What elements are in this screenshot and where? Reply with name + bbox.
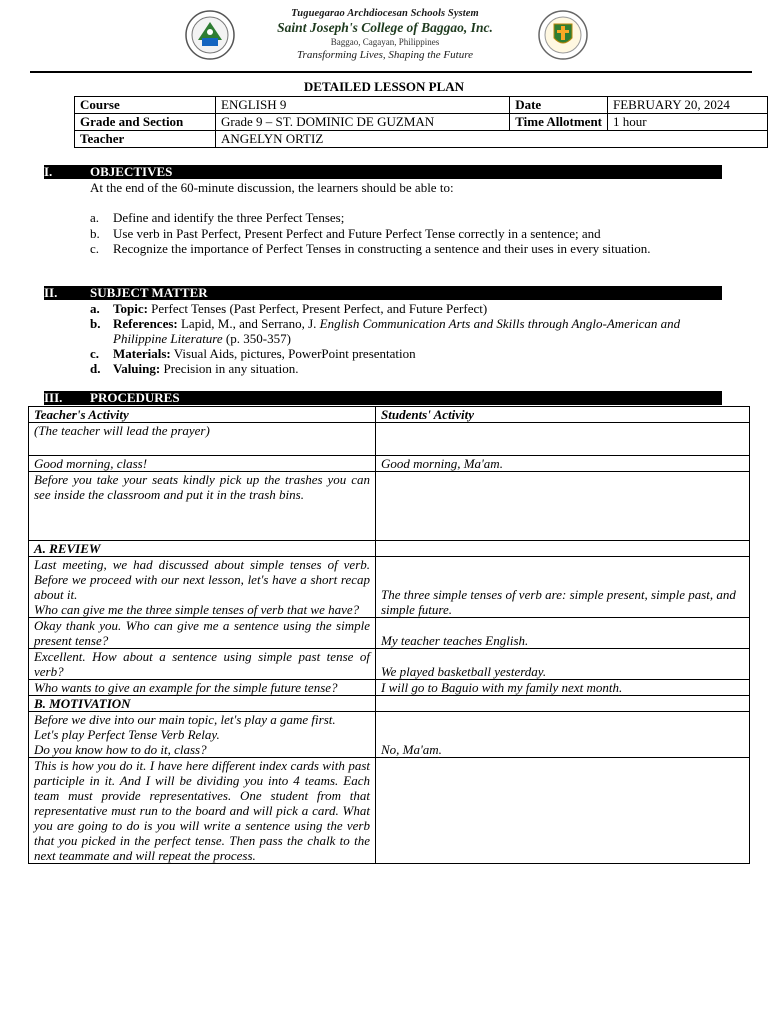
valuing-item: d. Valuing: Precision in any situation.: [90, 361, 299, 376]
teacher-cell: Before we dive into our main topic, let's play a game first. Let's play Perfect Tense Verb Relay. Do you know how to do it, class?: [29, 712, 376, 758]
time-value: 1 hour: [608, 114, 768, 131]
student-cell: No, Ma'am.: [376, 712, 750, 758]
time-label: Time Allotment: [510, 114, 608, 131]
document-title: DETAILED LESSON PLAN: [303, 79, 465, 94]
school-address: Baggao, Cagayan, Philippines: [330, 37, 440, 47]
school-motto: Transforming Lives, Shaping the Future: [297, 49, 473, 61]
references-item: b. References: Lapid, M., and Serrano, J. English Communication Arts and Skills through Anglo-American and Philippine Literature (p. 350-357): [90, 316, 681, 346]
student-cell: Good morning, Ma'am.: [376, 456, 750, 472]
student-cell: [376, 758, 750, 864]
student-cell: The three simple tenses of verb are: simple present, simple past, and simple future.: [376, 557, 750, 618]
teacher-cell: This is how you do it. I have here different index cards with past participle in it. And I will be dividing you into 4 teams. Each team must provide representatives. One student from that representative must run to the board and will pick a card. What you are going to do is you will write a sentence using the verb that you picked in the perfect tense. Then pass the chalk to the next teammate and will repeat the process.: [29, 758, 376, 864]
date-label: Date: [510, 97, 608, 114]
review-subheading: A. REVIEW: [29, 541, 376, 557]
teacher-cell: Before you take your seats kindly pick up the trashes you can see inside the classroom and put it in the trash bins.: [29, 472, 376, 541]
topic-item: a. Topic: Perfect Tenses (Past Perfect, Present Perfect, and Future Perfect): [90, 301, 488, 316]
student-cell: [376, 472, 750, 541]
course-value: ENGLISH 9: [216, 97, 510, 114]
objective-item: c. Recognize the importance of Perfect Tenses in constructing a sentence and their uses in every situation.: [90, 241, 651, 256]
archdiocese-seal-icon: [537, 10, 589, 60]
student-cell: We played basketball yesterday.: [376, 649, 750, 680]
lesson-info-table: [74, 96, 768, 148]
table-row: [29, 696, 750, 712]
student-cell: I will go to Baguio with my family next month.: [376, 680, 750, 696]
date-value: FEBRUARY 20, 2024: [608, 97, 768, 114]
table-row: [29, 649, 750, 680]
table-row: [29, 456, 750, 472]
procedures-heading: III. PROCEDURES: [44, 391, 722, 405]
objectives-intro: At the end of the 60-minute discussion, the learners should be able to:: [90, 180, 454, 195]
school-seal-icon: [184, 10, 236, 60]
procedures-table: [28, 406, 750, 864]
grade-label: Grade and Section: [75, 114, 216, 131]
table-row: [29, 680, 750, 696]
teacher-cell: Who wants to give an example for the simple future tense?: [29, 680, 376, 696]
table-row: [29, 758, 750, 864]
teacher-cell: Last meeting, we had discussed about simple tenses of verb. Before we proceed with our next lesson, let's have a short recap about it. Who can give me the three simple tenses of verb that we have?: [29, 557, 376, 618]
school-name: Saint Joseph's College of Baggao, Inc.: [277, 20, 493, 35]
table-header-row: [29, 407, 750, 423]
student-cell: My teacher teaches English.: [376, 618, 750, 649]
grade-value: Grade 9 – ST. DOMINIC DE GUZMAN: [216, 114, 510, 131]
objective-item: b. Use verb in Past Perfect, Present Perfect and Future Perfect Tense correctly in a sentence; and: [90, 226, 601, 241]
teacher-label: Teacher: [75, 131, 216, 148]
header-divider: [30, 71, 752, 73]
letterhead: [0, 0, 768, 72]
table-row: [29, 618, 750, 649]
objective-item: a. Define and identify the three Perfect Tenses;: [90, 210, 345, 225]
teacher-cell: Okay thank you. Who can give me a sentence using the simple present tense?: [29, 618, 376, 649]
motivation-subheading: B. MOTIVATION: [29, 696, 376, 712]
students-activity-header: Students' Activity: [376, 407, 750, 423]
table-row: [29, 423, 750, 456]
objectives-heading: I. OBJECTIVES: [44, 165, 722, 179]
student-cell: [376, 696, 750, 712]
table-row: [29, 541, 750, 557]
teacher-value: ANGELYN ORTIZ: [216, 131, 768, 148]
subject-matter-heading: II. SUBJECT MATTER: [44, 286, 722, 300]
teacher-cell: Excellent. How about a sentence using simple past tense of verb?: [29, 649, 376, 680]
course-label: Course: [75, 97, 216, 114]
student-cell: [376, 423, 750, 456]
materials-item: c. Materials: Visual Aids, pictures, PowerPoint presentation: [90, 346, 416, 361]
teacher-cell: (The teacher will lead the prayer): [29, 423, 376, 456]
teacher-cell: Good morning, class!: [29, 456, 376, 472]
table-row: [29, 472, 750, 541]
school-system: Tuguegarao Archdiocesan Schools System: [291, 8, 479, 19]
table-row: [29, 712, 750, 758]
student-cell: [376, 541, 750, 557]
table-row: [29, 557, 750, 618]
teacher-activity-header: Teacher's Activity: [29, 407, 376, 423]
